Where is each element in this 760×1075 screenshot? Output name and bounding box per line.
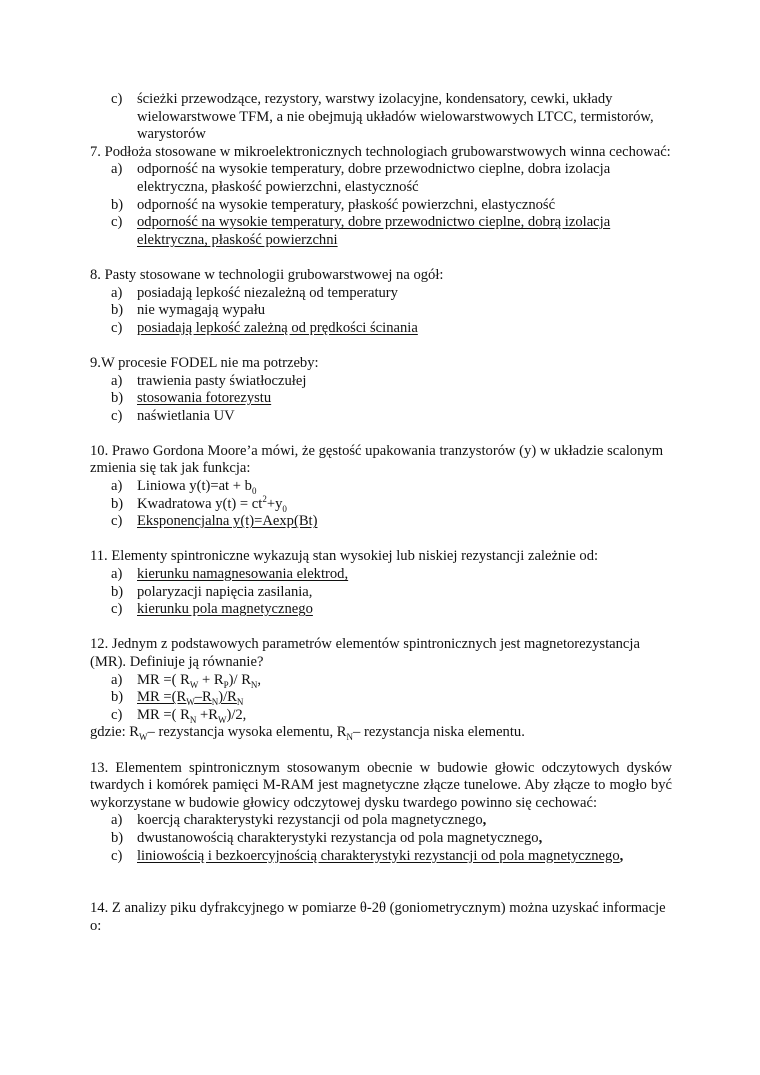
q14-question: 14. Z analizy piku dyfrakcyjnego w pomiarze θ-2θ (goniometrycznym) można uzyskać informacje o:	[90, 900, 666, 934]
option-label: b)	[111, 495, 124, 512]
option-label: c)	[111, 601, 123, 618]
option-text: naświetlania UV	[137, 407, 235, 424]
q13-option-a	[111, 812, 672, 830]
option-label: a)	[111, 284, 123, 301]
option-label: c)	[111, 214, 123, 231]
option-text: ścieżki przewodzące, rezystory, warstwy izolacyjne, kondensatory, cewki, układy wielowarstwowe TFM, a nie obejmują układów wielowarstwowych LTCC, termistorów, warystorów	[137, 91, 654, 143]
option-label: a)	[111, 161, 123, 178]
option-text: Kwadratowa $y(t) = ct^2+y_0$	[137, 493, 287, 514]
option-label: c)	[111, 319, 123, 336]
q10-option-a	[111, 478, 672, 496]
option-text: koercją charakterystyki rezystancji od pola magnetycznego,	[137, 812, 487, 829]
option-text: nie wymagają wypału	[137, 302, 266, 319]
option-text: odporność na wysokie temperatury, dobre przewodnictwo cieplne, dobra izolacja elektryczna, płaskość powierzchni, elastyczność	[137, 161, 611, 195]
option-label: c)	[111, 407, 123, 424]
option-label: b)	[111, 583, 124, 600]
option-text: polaryzacji napięcia zasilania,	[137, 583, 313, 600]
q13-option-b	[111, 830, 672, 848]
option-text-underlined: kierunku namagnesowania elektrod,	[137, 566, 349, 583]
q7-option-b	[111, 197, 672, 215]
option-label: c)	[111, 513, 123, 530]
option-text: Liniowa $y(t)=at + b_0$	[137, 478, 257, 496]
option-text-underlined: kierunku pola magnetycznego	[137, 601, 313, 618]
q7-question: 7. Podłoża stosowane w mikroelektronicznych technologiach grubowarstwowych winna cechować:	[90, 143, 671, 160]
option-label: b)	[111, 829, 124, 846]
option-label: b)	[111, 302, 124, 319]
option-label: a)	[111, 812, 123, 829]
option-text-underlined: posiadają lepkość zależną od prędkości ścinania	[137, 319, 418, 336]
q12-note: gdzie: $R_W-$ rezystancja wysoka elementu, $R_N-$ rezystancja niska elementu.	[90, 724, 525, 743]
q12-option-c	[111, 707, 672, 725]
option-text-underlined: Eksponencjalna y(t)=Aexp(Bt)	[137, 513, 318, 530]
q9-question: 9.W procesie FODEL nie ma potrzeby:	[90, 354, 319, 371]
option-label: b)	[111, 689, 124, 706]
option-text: dwustanowością charakterystyki rezystancja od pola magnetycznego,	[137, 829, 543, 846]
q8-option-a	[111, 285, 672, 303]
q11-option-a	[111, 566, 672, 584]
option-label: c)	[111, 91, 123, 107]
option-text: liniowością i bezkoercyjnością charakterystyki rezystancji od pola magnetycznego,	[137, 847, 624, 864]
option-label: a)	[111, 478, 123, 495]
q8-question: 8. Pasty stosowane w technologii grubowarstwowej na ogół:	[90, 266, 444, 283]
option-label: a)	[111, 566, 123, 583]
option-label: b)	[111, 390, 124, 407]
option-text-underlined: MR $=(R_W-R_N)/R_N$	[137, 689, 244, 708]
option-text-underlined: liniowością i bezkoercyjnością charakterystyki rezystancji od pola magnetycznego	[137, 847, 620, 864]
option-label: a)	[111, 671, 123, 688]
q9-option-a	[111, 373, 672, 391]
q10-option-c	[111, 513, 672, 531]
q13-question: 13. Elementem spintronicznym stosowanym obecnie w budowie głowic odczytowych dysków twardych i komórek pamięci M-RAM jest magnetyczne złącze tunelowe. Aby złącze to mogło być wykorzystane w budowie głowicy odczytowej dysku twardego powinno się cechować:	[90, 759, 672, 811]
q9-option-b	[111, 390, 672, 408]
q7-option-a	[111, 161, 672, 196]
q11-question: 11. Elementy spintroniczne wykazują stan wysokiej lub niskiej rezystancji zależnie od:	[90, 548, 599, 565]
option-label: a)	[111, 372, 123, 389]
option-label: b)	[111, 196, 124, 213]
q6-option-c	[111, 91, 672, 144]
q11-option-b	[111, 584, 672, 602]
q9-option-c	[111, 408, 672, 426]
q12-question: 12. Jednym z podstawowych parametrów elementów spintronicznych jest magnetorezystancja (MR). Definiuje ją równanie?	[90, 636, 640, 670]
option-label: c)	[111, 847, 123, 864]
q10-question: 10. Prawo Gordona Moore’a mówi, że gęstość upakowania tranzystorów (y) w układzie scalonym zmienia się tak jak funkcja:	[90, 442, 664, 477]
option-text-underlined: stosowania fotorezystu	[137, 390, 272, 407]
option-text-underlined: odporność na wysokie temperatury, dobre przewodnictwo cieplne, dobrą izolacja elektryczna, płaskość powierzchni	[137, 214, 611, 248]
option-text: trawienia pasty światłoczułej	[137, 372, 307, 389]
q8-option-c	[111, 320, 672, 338]
q12-option-b	[111, 689, 672, 707]
q7-option-c	[111, 214, 672, 249]
q13-option-c	[111, 848, 672, 866]
document-page	[90, 91, 672, 935]
q12-option-a	[111, 672, 672, 690]
option-text: odporność na wysokie temperatury, płaskość powierzchni, elastyczność	[137, 196, 556, 213]
option-text: MR =( $R_W + R_P)/$ $R_N$,	[137, 671, 262, 690]
option-text: MR =( $R_N +R_W)/2$,	[137, 706, 247, 725]
q8-option-b	[111, 302, 672, 320]
q10-option-b	[111, 493, 672, 514]
option-text: posiadają lepkość niezależną od temperatury	[137, 284, 398, 301]
option-label: c)	[111, 706, 123, 723]
q11-option-c	[111, 601, 672, 619]
